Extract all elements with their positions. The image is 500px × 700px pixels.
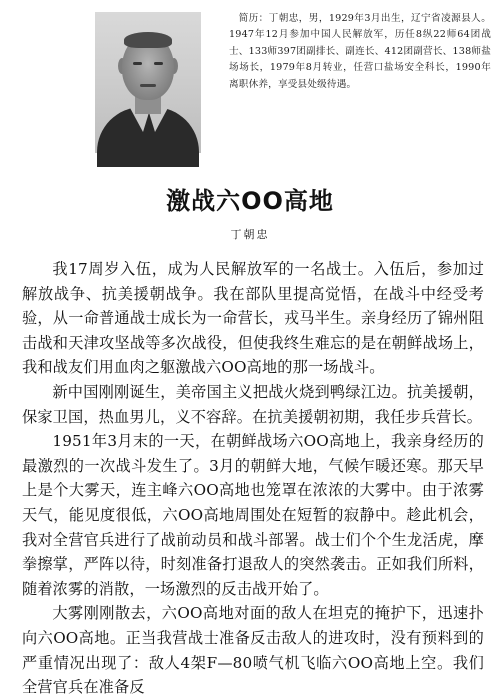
author-bio: 简历：丁朝忠，男，1929年3月出生，辽宁省凌源县人。1947年12月参加中国人民解放军，历任8纵22师64团战士、133师397团副排长、副连长、412团副营长、138师盐场场长，1979年8月转业，任营口盐场安全科长，1990年离职休养，享受县处级待遇。 — [229, 13, 491, 90]
portrait-hair — [124, 32, 172, 48]
article-body — [22, 257, 484, 700]
portrait-eye-right — [154, 62, 163, 65]
portrait-eye-left — [133, 62, 142, 65]
author-portrait — [95, 12, 201, 153]
paragraph: 大雾刚刚散去，六OO高地对面的敌人在坦克的掩护下，迅速扑向六OO高地。正当我营战士准备反击敌人的进攻时，没有预料到的严重情况出现了：敌人4架F—80喷气机飞临六OO高地上空。我们全营官兵在准备反 — [22, 604, 484, 697]
article-author: 丁朝忠 — [230, 228, 270, 241]
paragraph: 1951年3月末的一天，在朝鲜战场六OO高地上，我亲身经历的最激烈的一次战斗发生了。3月的朝鲜大地，气候乍暖还寒。那天早上是个大雾天，连主峰六OO高地也笼罩在浓浓的大雾中。由于浓雾天气，能见度很低，六OO高地周围处在短暂的寂静中。趁此机会，我对全营官兵进行了战前动员和战斗部署。战士们个个生龙活虎，摩拳擦掌，严阵以待，时刻准备打退敌人的突然袭击。正如我们所料，随着浓雾的消散，一场激烈的反击战开始了。 — [22, 432, 484, 598]
paragraph: 我17周岁入伍，成为人民解放军的一名战士。入伍后，参加过解放战争、抗美援朝战争。我在部队里提高觉悟，在战斗中经受考验，从一命普通战士成长为一命营长，戎马半生。亲身经历了锦州阻击战和天津攻坚战等多次战役，但使我终生难忘的是在朝鲜战场上，我和战友们用血肉之躯激战六OO高地的那一场战斗。 — [22, 260, 484, 377]
paragraph: 新中国刚刚诞生，美帝国主义把战火烧到鸭绿江边。抗美援朝，保家卫国，热血男儿，义不容辞。在抗美援朝初期，我任步兵营长。 — [22, 382, 484, 426]
article-title: 激战六OO高地 — [166, 187, 334, 215]
portrait-mouth — [140, 84, 156, 87]
